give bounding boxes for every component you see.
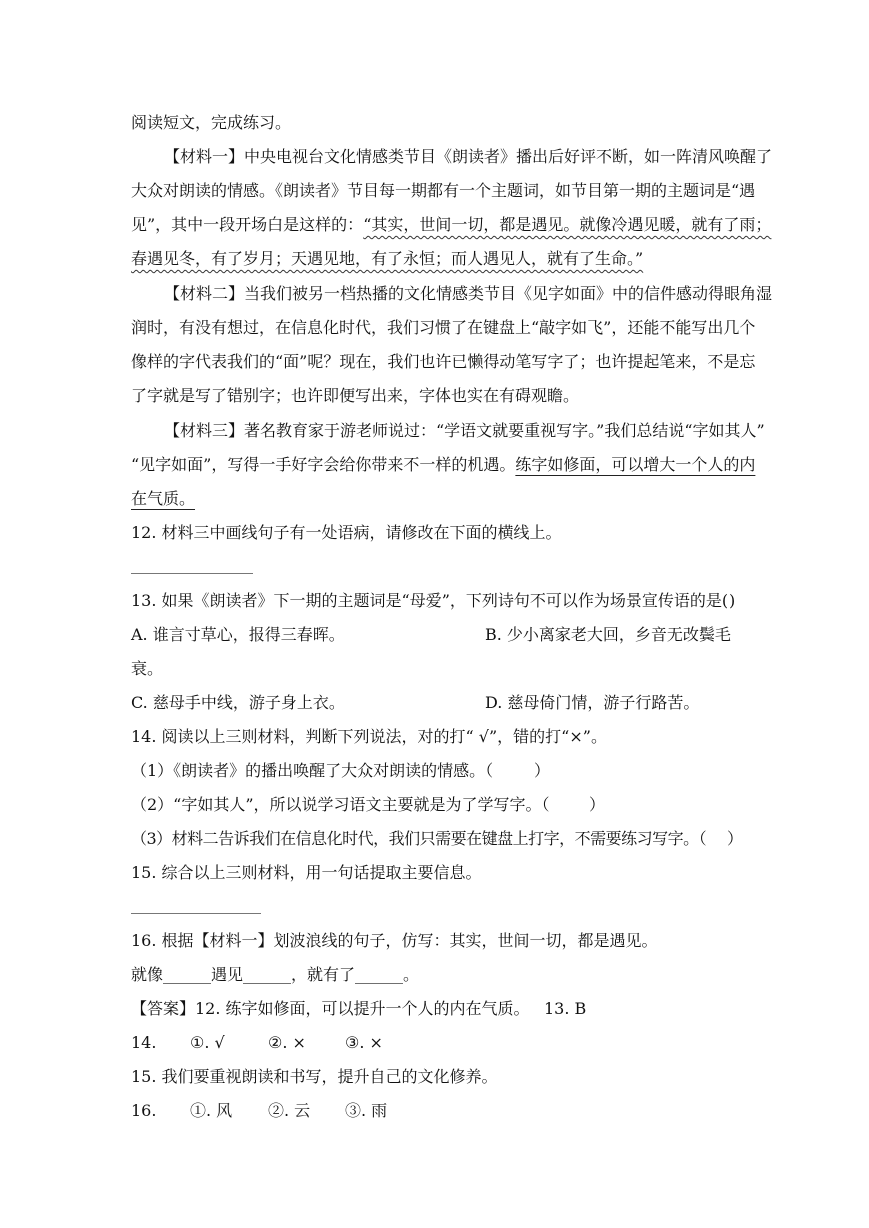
statement-1-paren-close: ） [534, 761, 551, 780]
question-13: 13. 如果《朗读者》下一期的主题词是“母爱”，下列诗句不可以作为场景宣传语的是( [131, 591, 729, 610]
option-b-continued: 衰。 [131, 659, 164, 678]
option-b: B. 少小离家老大回，乡音无改鬓毛 [485, 625, 731, 644]
material1-line3-text: 见”，其中一段开场白是这样的： [131, 215, 364, 234]
answer-15: 15. 我们要重视朗读和书写，提升自己的文化修养。 [131, 1067, 498, 1086]
option-c: C. 慈母手中线，游子身上衣。 [131, 693, 345, 712]
material3-line3 [131, 488, 195, 510]
wavy-underlined-sentence-part2: 春遇见冬，有了岁月；天遇见地，有了永恒；而人遇见人，就有了生命。” [131, 249, 644, 268]
answer-14-item-1: ①. √ [190, 1033, 225, 1052]
answer-16-item-1: ①. 风 [190, 1101, 233, 1120]
answer-13: 13. B [544, 999, 587, 1018]
material1-line4 [131, 248, 643, 270]
statement-3-paren-close: ） [727, 829, 744, 848]
question-14: 14. 阅读以上三则材料，判断下列说法，对的打“ √”，错的打“×”。 [131, 727, 607, 746]
material3-line2 [131, 454, 755, 476]
answer-blank-line-15 [131, 913, 261, 914]
answer-16-item-2: ②. 云 [268, 1101, 311, 1120]
material3-line1: 【材料三】著名教育家于游老师说过：“学语文就要重视写字。”我们总结说“字如其人” [164, 421, 765, 440]
underlined-sentence-part1: 练字如修面，可以增大一个人的内 [515, 455, 756, 474]
answer-12: 【答案】12. 练字如修面，可以提升一个人的内在气质。 [131, 999, 530, 1018]
question-16: 16. 根据【材料一】划波浪线的句子，仿写：其实，世间一切，都是遇见。 [131, 931, 658, 950]
statement-1: （1）《朗读者》的播出唤醒了大众对朗读的情感。（ [131, 761, 494, 780]
wavy-underlined-sentence-part1: “其实，世间一切，都是遇见。就像冷遇见暖，就有了雨； [363, 215, 772, 234]
material2-line2: 润时，有没有想过，在信息化时代，我们习惯了在键盘上“敲字如飞”，还能不能写出几个 [131, 318, 756, 337]
option-d: D. 慈母倚门情，游子行路苦。 [485, 693, 700, 712]
material1-line2: 大众对朗读的情感。《朗读者》节目每一期都有一个主题词，如节目第一期的主题词是“遇 [131, 181, 756, 200]
answer-blank-line-12 [131, 573, 253, 574]
answer-14-number: 14. [131, 1033, 157, 1052]
material3-line2-text: “见字如面”，写得一手好字会给你带来不一样的机遇。 [131, 455, 516, 474]
intro-text: 阅读短文，完成练习。 [131, 113, 292, 132]
question-13-paren-close: ) [729, 591, 736, 610]
answer-16-number: 16. [131, 1101, 157, 1120]
question-15: 15. 综合以上三则材料，用一句话提取主要信息。 [131, 863, 482, 882]
material1-line1: 【材料一】中央电视台文化情感类节目《朗读者》播出后好评不断，如一阵清风唤醒了 [164, 147, 773, 166]
option-a: A. 谁言寸草心，报得三春晖。 [131, 625, 345, 644]
underlined-sentence-part2: 在气质。 [131, 489, 196, 508]
material1-line3 [131, 214, 771, 236]
material2-line3: 像样的字代表我们的“面”呢？现在，我们也许已懒得动笔写字了；也许提起笔来，不是忘 [131, 352, 756, 371]
question-12: 12. 材料三中画线句子有一处语病，请修改在下面的横线上。 [131, 523, 562, 542]
answer-16-item-3: ③. 雨 [345, 1101, 388, 1120]
answer-14-item-3: ③. × [345, 1033, 383, 1052]
answer-14-item-2: ②. × [268, 1033, 306, 1052]
statement-2-paren-close: ） [589, 795, 606, 814]
statement-3: （3）材料二告诉我们在信息化时代，我们只需要在键盘上打字，不需要练习写字。（ [131, 829, 707, 848]
material2-line4: 了字就是写了错别字；也许即便写出来，字体也实在有碍观瞻。 [131, 386, 580, 405]
material2-line1: 【材料二】当我们被另一档热播的文化情感类节目《见字如面》中的信件感动得眼角湿 [164, 284, 773, 303]
statement-2: （2）“字如其人”，所以说学习语文主要就是为了学写字。（ [131, 795, 550, 814]
question-16-fill-template: 就像______遇见______，就有了______。 [131, 965, 420, 984]
